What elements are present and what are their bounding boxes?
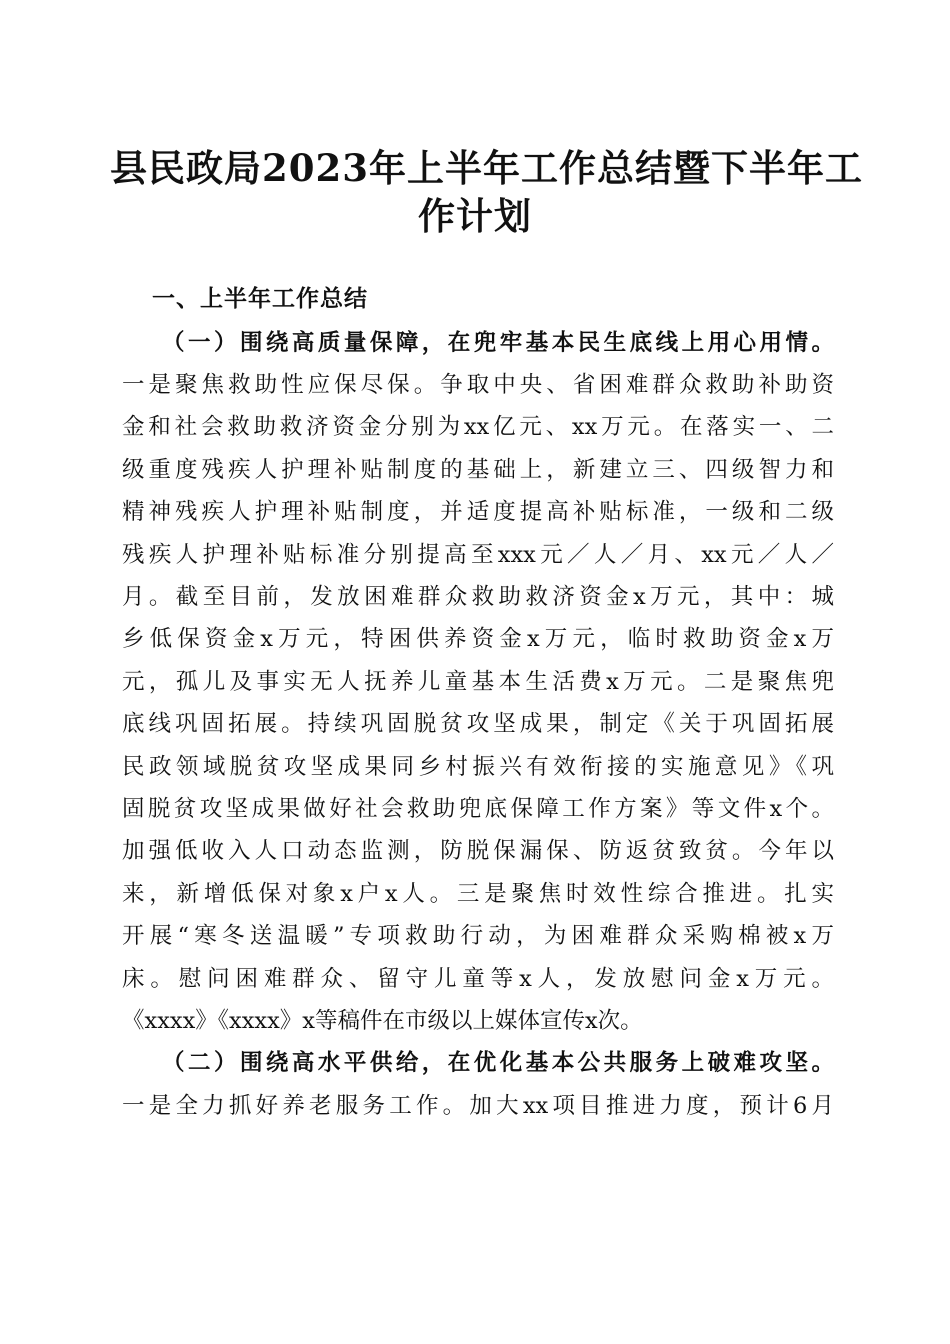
body-line: 月。截至目前，发放困难群众救助救济资金x万元，其中：城 [122,584,834,610]
section-heading: 一、上半年工作总结 [152,286,368,312]
body-line: 加强低收入人口动态监测，防脱保漏保、防返贫致贫。今年以 [122,838,834,864]
subsection-heading-1: （一）围绕高质量保障，在兜牢基本民生底线上用心用情。 [162,330,834,356]
body-line: 级重度残疾人护理补贴制度的基础上，新建立三、四级智力和 [122,457,834,483]
body-line: 《xxxx》《xxxx》x等稿件在市级以上媒体宣传x次。 [122,1008,643,1034]
document-title-line-2: 作计划 [418,194,532,238]
body-line: 残疾人护理补贴标准分别提高至xxx元／人／月、xx元／人／ [122,542,834,568]
subsection-heading-2: （二）围绕高水平供给，在优化基本公共服务上破难攻坚。 [162,1050,834,1076]
document-title-line-1: 县民政局2023年上半年工作总结暨下半年工 [110,146,863,190]
body-line: 开展“寒冬送温暖”专项救助行动，为困难群众采购棉被x万 [122,923,834,949]
body-line: 精神残疾人护理补贴制度，并适度提高补贴标准，一级和二级 [122,499,834,525]
body-line: 乡低保资金x万元，特困供养资金x万元，临时救助资金x万 [122,626,834,652]
body-line: 床。慰问困难群众、留守儿童等x人，发放慰问金x万元。 [122,966,834,992]
body-line: 金和社会救助救济资金分别为xx亿元、xx万元。在落实一、二 [122,414,834,440]
body-line: 一是全力抓好养老服务工作。加大xx项目推进力度，预计6月 [122,1093,834,1119]
body-line: 底线巩固拓展。持续巩固脱贫攻坚成果，制定《关于巩固拓展 [122,711,834,737]
body-line: 固脱贫攻坚成果做好社会救助兜底保障工作方案》等文件x个。 [122,796,834,822]
body-line: 来，新增低保对象x户x人。三是聚焦时效性综合推进。扎实 [122,881,834,907]
body-line: 一是聚焦救助性应保尽保。争取中央、省困难群众救助补助资 [122,372,834,398]
body-line: 元，孤儿及事实无人抚养儿童基本生活费x万元。二是聚焦兜 [122,669,834,695]
body-line: 民政领域脱贫攻坚成果同乡村振兴有效衔接的实施意见》《巩 [122,754,834,780]
